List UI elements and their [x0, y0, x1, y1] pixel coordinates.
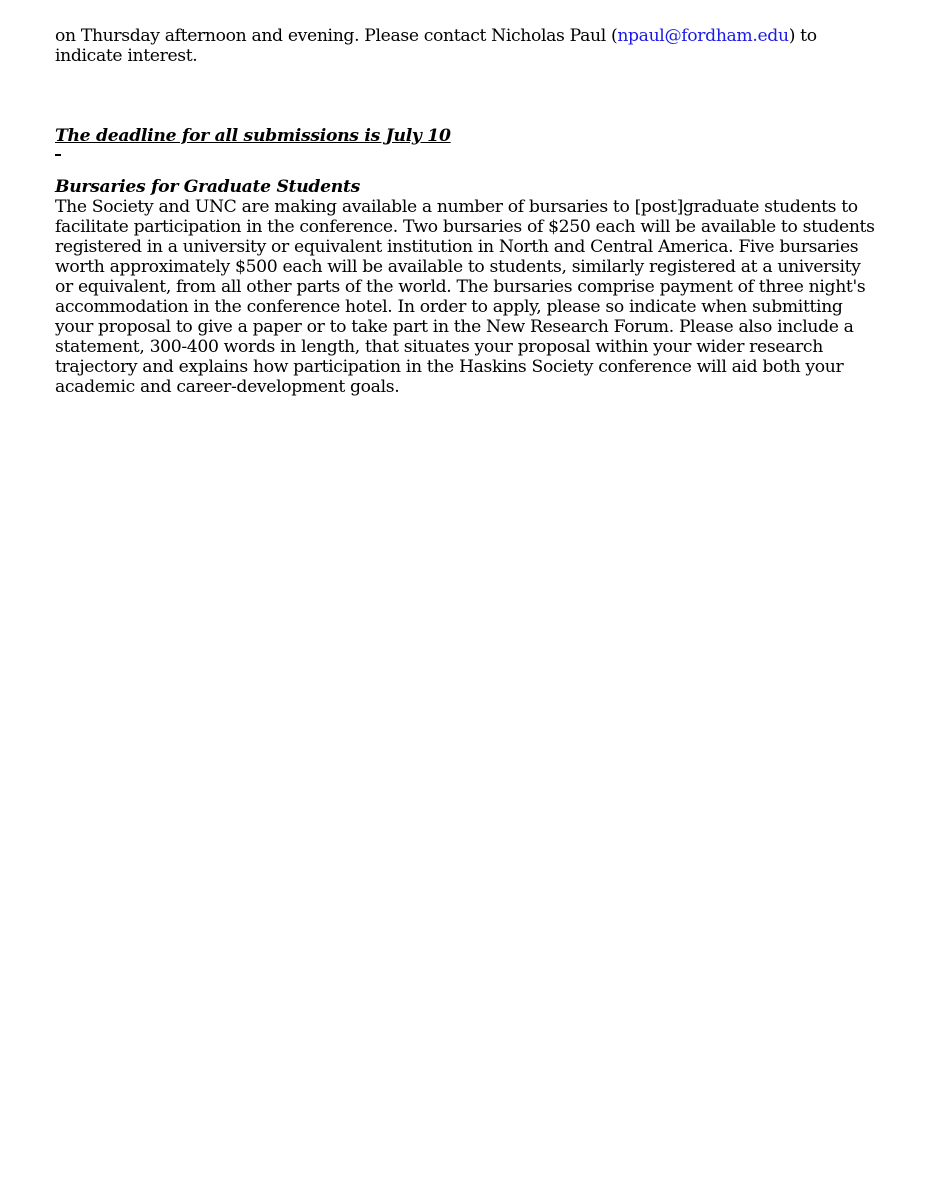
intro-text-after: ) to indicate interest. [55, 26, 817, 66]
dash-mark [55, 154, 61, 156]
contact-email-link[interactable]: npaul@fordham.edu [617, 26, 789, 46]
bursaries-heading: Bursaries for Graduate Students [55, 177, 360, 197]
bursaries-body: The Society and UNC are making available a number of bursaries to [post]graduate students to facilitate participation in the conference. Two bursaries of $250 each will be available to students registered in a university or equivalent institution in North and Central America. Five bursaries worth approximately $500 each will be available to students, similarly registered at a university or equivalent, from all other parts of the world. The bursaries comprise payment of three night's accommodation in the conference hotel. In order to apply, please so indicate when submitting your proposal to give a paper or to take part in the New Research Forum. Please also include a statement, 300-400 words in length, that situates your proposal within your wider research trajectory and explains how participation in the Haskins Society conference will aid both your academic and career-development goals. [55, 197, 875, 397]
intro-text-before: on Thursday afternoon and evening. Please contact Nicholas Paul ( [55, 26, 618, 46]
intro-paragraph [55, 26, 875, 66]
document-page [55, 26, 875, 397]
deadline-notice: The deadline for all submissions is July 10 [55, 126, 451, 146]
